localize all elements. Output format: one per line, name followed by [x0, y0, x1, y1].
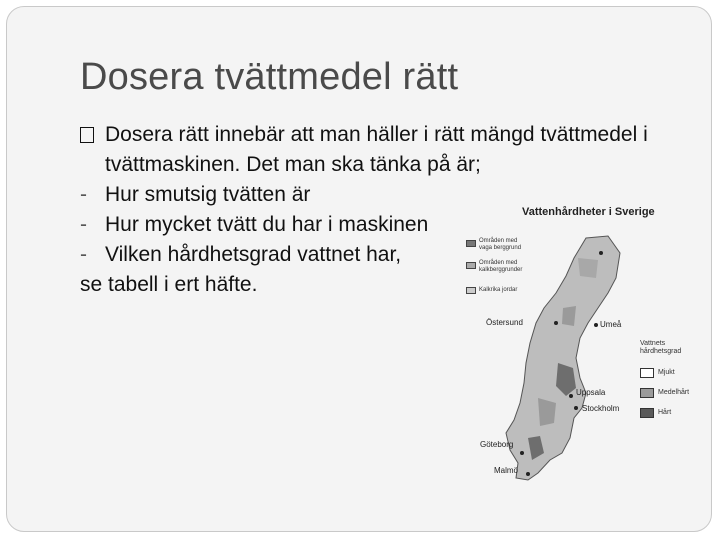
city-dot [574, 406, 578, 410]
note-text: se tabell i ert häfte. [80, 273, 258, 296]
dash-bullet: - [80, 243, 87, 266]
square-bullet-icon [80, 127, 94, 143]
legend-label: Områden med vaga berggrund [479, 238, 522, 251]
legend-label: Kalkrika jordar [479, 287, 518, 293]
legend-label-soft: Mjukt [658, 369, 675, 376]
city-dot [569, 394, 573, 398]
legend-swatch [466, 287, 476, 294]
city-dot [520, 451, 524, 455]
medium-water-region [578, 258, 598, 278]
city-label-ostersund: Östersund [486, 318, 523, 327]
map-title: Vattenhårdheter i Sverige [522, 206, 655, 218]
slide-title: Dosera tvättmedel rätt [80, 56, 459, 98]
intro-bullet [80, 120, 680, 180]
city-label-umea: Umeå [600, 320, 622, 329]
list-item-text: Hur mycket tvätt du har i maskinen [105, 213, 429, 236]
city-dot [526, 472, 530, 476]
medium-water-region [562, 306, 576, 326]
legend-swatch-soft [640, 368, 654, 378]
legend-swatch-hard [640, 408, 654, 418]
hardness-legend-title: Vattnets hårdhetsgrad [640, 340, 682, 355]
dash-bullet: - [80, 213, 87, 236]
legend-label: Områden med kalkberggrunder [479, 260, 523, 273]
legend-swatch-medium [640, 388, 654, 398]
city-dot [594, 323, 598, 327]
legend-label-hard: Hårt [658, 409, 672, 416]
list-item-text: Hur smutsig tvätten är [105, 183, 311, 206]
city-label-stockholm: Stockholm [582, 404, 620, 413]
dash-bullet: - [80, 183, 87, 206]
city-label-malmo: Malmö [494, 466, 519, 475]
city-dot [599, 251, 603, 255]
city-label-uppsala: Uppsala [576, 388, 606, 397]
intro-text: Dosera rätt innebär att man häller i rätt mängd tvättmedel i tvättmaskinen. Det man ska tänka på är; [105, 123, 648, 176]
legend-swatch [466, 240, 476, 247]
legend-label-medium: Medelhårt [658, 389, 690, 396]
city-dot [554, 321, 558, 325]
city-label-goteborg: Göteborg [480, 440, 514, 449]
list-item-text: Vilken hårdhetsgrad vattnet har, [105, 243, 402, 266]
legend-swatch [466, 262, 476, 269]
